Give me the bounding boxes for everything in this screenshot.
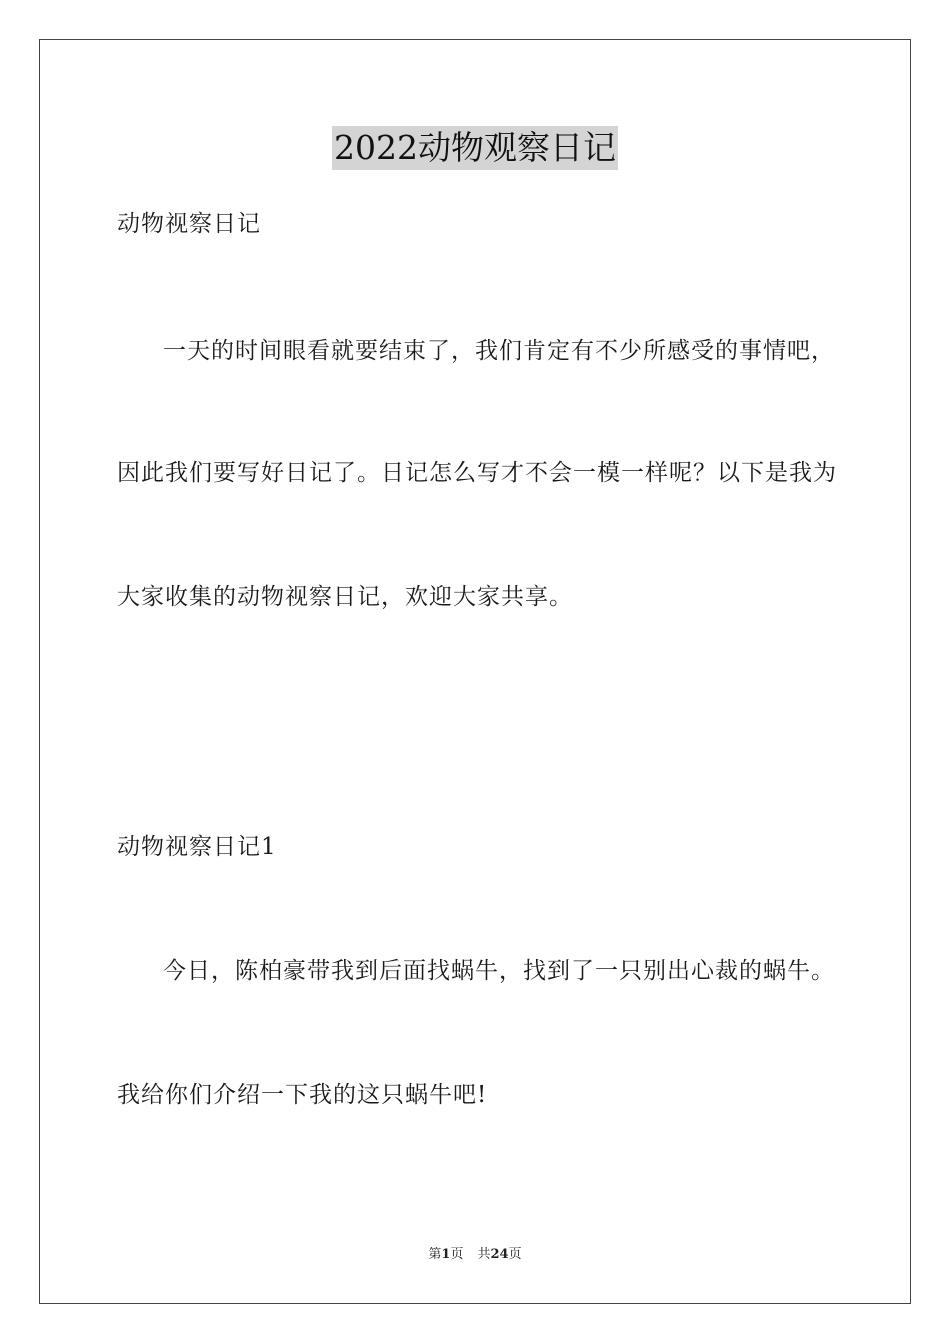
total-pages: 24 — [490, 1247, 509, 1262]
paragraph-line: 因此我们要写好日记了。日记怎么写才不会一模一样呢？以下是我为 — [117, 460, 837, 486]
title-container — [0, 126, 950, 170]
page-number: 1 — [441, 1247, 451, 1262]
page-suffix: 页 — [450, 1247, 464, 1262]
paragraph-line: 一天的时间眼看就要结束了，我们肯定有不少所感受的事情吧， — [163, 338, 835, 364]
paragraph-line: 我给你们介绍一下我的这只蜗牛吧! — [117, 1082, 488, 1108]
document-title: 2022动物观察日记 — [332, 126, 618, 170]
page-footer — [0, 1246, 950, 1264]
total-suffix: 页 — [508, 1247, 522, 1262]
page-prefix: 第 — [428, 1247, 442, 1262]
section-heading: 动物视察日记 — [117, 211, 261, 237]
section-heading: 动物视察日记1 — [117, 834, 277, 860]
paragraph-line: 大家收集的动物视察日记，欢迎大家共享。 — [117, 584, 573, 610]
paragraph-line: 今日，陈柏豪带我到后面找蜗牛，找到了一只别出心裁的蜗牛。 — [163, 958, 835, 984]
total-prefix: 共 — [477, 1247, 491, 1262]
